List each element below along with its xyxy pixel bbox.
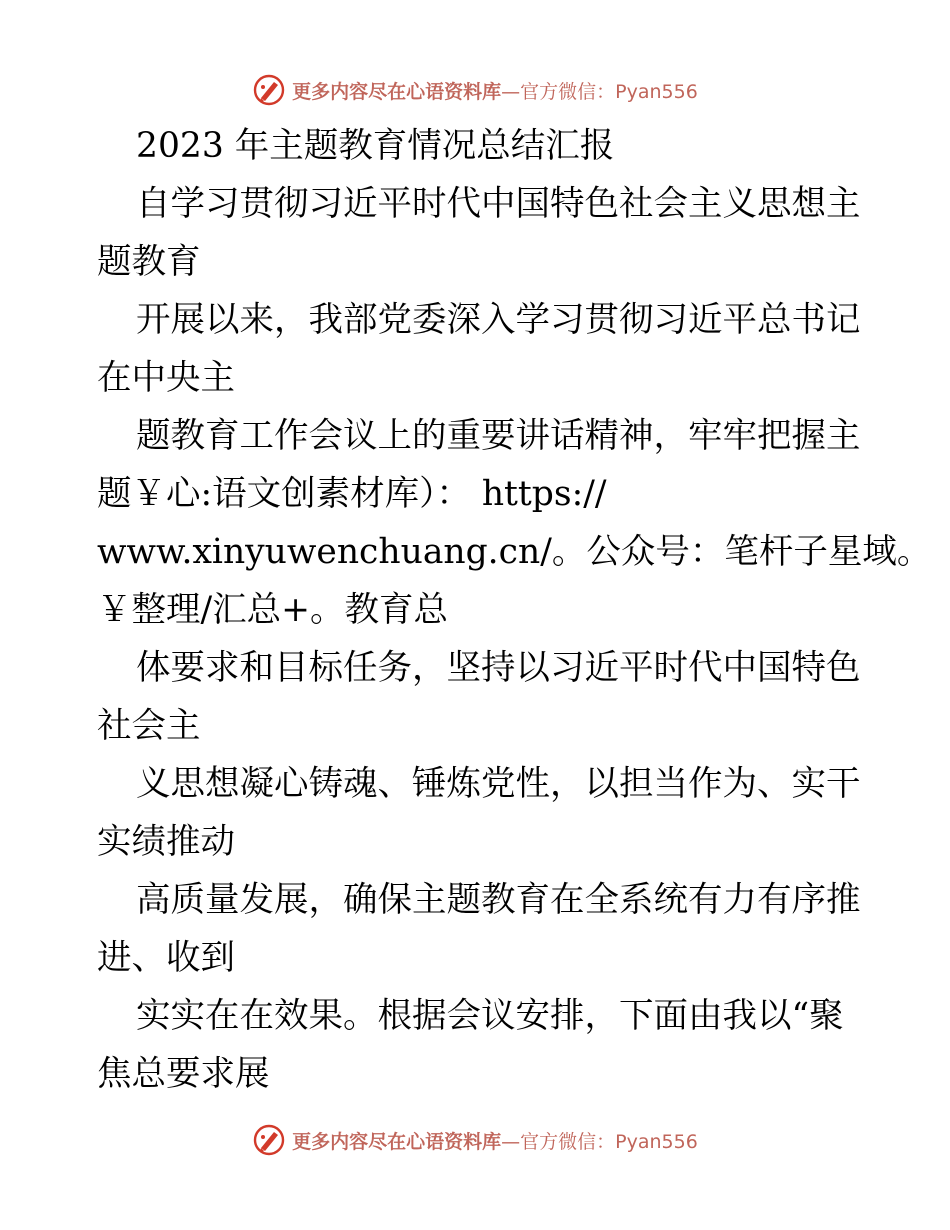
banner-text xyxy=(292,77,698,104)
doc-line-text: 在中央主 xyxy=(97,358,235,398)
doc-line xyxy=(0,530,950,574)
doc-line-text: 焦总要求展 xyxy=(97,1054,270,1094)
doc-line xyxy=(0,704,950,748)
banner-text xyxy=(292,1127,698,1154)
banner-account-text: 官方微信：Pyan556 xyxy=(520,1130,698,1153)
doc-line xyxy=(0,762,950,806)
doc-line xyxy=(0,646,950,690)
doc-line-text: 实实在在效果。根据会议安排，下面由我以“聚 xyxy=(136,996,844,1036)
doc-line-text: 题￥心:语文创素材库）： https:// xyxy=(97,474,607,514)
doc-line-text: 义思想凝心铸魂、锤炼党性，以担当作为、实干 xyxy=(136,764,861,804)
doc-line xyxy=(0,1052,950,1096)
doc-line-text: 题教育 xyxy=(97,242,201,282)
doc-line xyxy=(0,182,950,226)
doc-line xyxy=(0,298,950,342)
doc-line xyxy=(0,240,950,284)
header-banner xyxy=(0,70,950,110)
doc-line-text: 体要求和目标任务，坚持以习近平时代中国特色 xyxy=(136,648,861,688)
doc-line xyxy=(0,878,950,922)
doc-line-text: 开展以来，我部党委深入学习贯彻习近平总书记 xyxy=(136,300,861,340)
doc-line xyxy=(0,936,950,980)
pen-logo-icon xyxy=(252,1123,286,1157)
doc-line-text: 社会主 xyxy=(97,706,201,746)
banner-dash: — xyxy=(501,1130,521,1153)
banner-dash: — xyxy=(501,80,521,103)
doc-line-text: 高质量发展，确保主题教育在全系统有力有序推 xyxy=(136,880,861,920)
doc-line-text: 实绩推动 xyxy=(97,822,235,862)
doc-line xyxy=(0,588,950,632)
doc-line-text: 题教育工作会议上的重要讲话精神，牢牢把握主 xyxy=(136,416,861,456)
banner-account-text: 官方微信：Pyan556 xyxy=(520,80,698,103)
doc-line xyxy=(0,356,950,400)
doc-line xyxy=(0,472,950,516)
banner-main-text: 更多内容尽在心语资料库 xyxy=(292,80,502,103)
doc-line-text: 自学习贯彻习近平时代中国特色社会主义思想主 xyxy=(136,184,861,224)
doc-line-text: ￥整理/汇总+。教育总 xyxy=(97,590,449,630)
footer-banner xyxy=(0,1120,950,1160)
pen-logo-icon xyxy=(252,73,286,107)
doc-line xyxy=(0,124,950,168)
doc-line xyxy=(0,414,950,458)
doc-line-text: 进、收到 xyxy=(97,938,235,978)
doc-line xyxy=(0,820,950,864)
doc-line-text: www.xinyuwenchuang.cn/。公众号：笔杆子星域。 xyxy=(97,532,932,572)
doc-line-text: 2023 年主题教育情况总结汇报 xyxy=(136,126,615,166)
doc-line xyxy=(0,994,950,1038)
banner-main-text: 更多内容尽在心语资料库 xyxy=(292,1130,502,1153)
